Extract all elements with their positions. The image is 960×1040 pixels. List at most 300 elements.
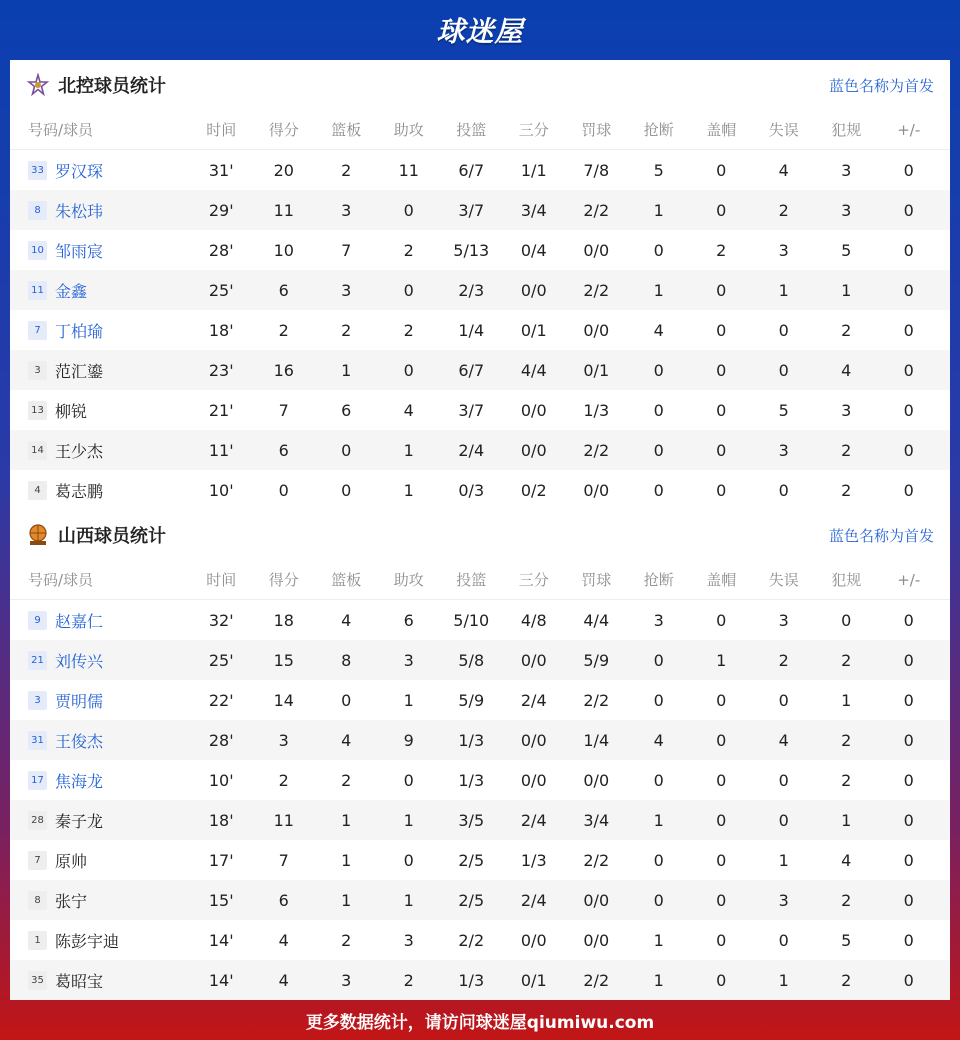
stat-cell: 1/3 [583, 400, 610, 420]
stat-cell: 0 [778, 770, 789, 790]
stat-cell: 0/0 [583, 930, 610, 950]
stat-cell: 5/13 [453, 240, 490, 260]
stat-cell: 10' [208, 480, 234, 500]
player-name[interactable]: 赵嘉仁 [55, 611, 104, 631]
stat-cell: 14' [208, 970, 234, 990]
table-row[interactable] [10, 310, 950, 350]
stat-cell: 4 [341, 730, 352, 750]
player-name[interactable]: 原帅 [55, 851, 88, 871]
player-name[interactable]: 邹雨宸 [55, 241, 104, 261]
stat-cell: 2 [341, 320, 352, 340]
player-cell [10, 199, 190, 222]
jersey-number-badge: 17 [28, 771, 47, 790]
stat-cell: 1/3 [458, 770, 485, 790]
stat-cell: 0 [903, 320, 914, 340]
stat-cell: 0 [716, 280, 727, 300]
stat-cell: 1 [841, 690, 852, 710]
player-name[interactable]: 焦海龙 [55, 771, 104, 791]
stat-cell: 6/7 [458, 360, 485, 380]
player-cell [10, 809, 190, 832]
stat-cell: 1 [653, 930, 664, 950]
stat-cell: 0/4 [520, 240, 547, 260]
stat-cell: 1/4 [583, 730, 610, 750]
stat-cell: 0 [778, 360, 789, 380]
stat-cell: 4 [278, 930, 289, 950]
stat-cell: 0/0 [520, 770, 547, 790]
stat-cell: 4/8 [520, 610, 547, 630]
column-header: +/- [897, 120, 921, 139]
stat-cell: 0 [653, 770, 664, 790]
player-name[interactable]: 葛志鹏 [55, 481, 104, 501]
table-row[interactable] [10, 270, 950, 310]
column-header: 罚球 [581, 121, 612, 139]
stat-cell: 7/8 [583, 160, 610, 180]
column-header: 时间 [206, 571, 237, 589]
stat-cell: 3 [341, 970, 352, 990]
table-row[interactable] [10, 150, 950, 190]
column-header: 助攻 [393, 571, 424, 589]
stat-cell: 2/2 [583, 690, 610, 710]
stat-cell: 1 [653, 970, 664, 990]
player-name[interactable]: 柳锐 [55, 401, 88, 421]
stat-cell: 0/3 [458, 480, 485, 500]
stat-cell: 2 [278, 770, 289, 790]
stat-cell: 16 [273, 360, 294, 380]
stat-cell: 0 [716, 440, 727, 460]
column-header: 犯规 [831, 121, 862, 139]
stat-cell: 29' [208, 200, 234, 220]
jersey-number-badge: 8 [28, 891, 47, 910]
table-header-row [10, 110, 950, 150]
column-header: 三分 [518, 121, 549, 139]
stat-cell: 1 [341, 850, 352, 870]
stat-cell: 1 [341, 810, 352, 830]
stat-cell: 28' [208, 240, 234, 260]
stat-cell: 0 [716, 970, 727, 990]
stat-cell: 3 [778, 240, 789, 260]
table-row[interactable] [10, 800, 950, 840]
stat-cell: 0 [716, 480, 727, 500]
player-name[interactable]: 王俊杰 [55, 731, 104, 751]
jersey-number-badge: 8 [28, 201, 47, 220]
stat-cell: 0 [903, 200, 914, 220]
stat-cell: 31' [208, 160, 234, 180]
stat-cell: 3 [341, 200, 352, 220]
stat-cell: 1/3 [520, 850, 547, 870]
stat-cell: 0 [903, 240, 914, 260]
player-cell [10, 319, 190, 342]
column-header: 罚球 [581, 571, 612, 589]
stat-cell: 11' [208, 440, 234, 460]
stat-cell: 2 [841, 480, 852, 500]
stat-cell: 0/0 [583, 240, 610, 260]
player-cell [10, 969, 190, 992]
stat-cell: 25' [208, 650, 234, 670]
stat-cell: 0 [903, 650, 914, 670]
stat-cell: 4/4 [583, 610, 610, 630]
section-title [26, 72, 166, 98]
column-header: 篮板 [331, 121, 362, 139]
stat-cell: 11 [273, 200, 294, 220]
stat-cell: 3 [278, 730, 289, 750]
stat-cell: 6 [278, 280, 289, 300]
stat-cell: 0 [716, 400, 727, 420]
player-cell [10, 399, 190, 422]
stat-cell: 0 [716, 890, 727, 910]
column-header: 得分 [268, 121, 299, 139]
stat-cell: 5/9 [458, 690, 485, 710]
stat-cell: 0 [903, 770, 914, 790]
stat-cell: 0/1 [520, 320, 547, 340]
stat-cell: 6 [403, 610, 414, 630]
stat-cell: 7 [341, 240, 352, 260]
stat-cell: 2 [841, 970, 852, 990]
stat-cell: 0 [903, 480, 914, 500]
column-header: 助攻 [393, 121, 424, 139]
jersey-number-badge: 31 [28, 731, 47, 750]
jersey-number-badge: 33 [28, 161, 47, 180]
stat-cell: 3 [653, 610, 664, 630]
stat-cell: 2 [778, 200, 789, 220]
stat-cell: 15 [273, 650, 294, 670]
stat-cell: 0 [653, 480, 664, 500]
section-header [10, 60, 950, 110]
player-name[interactable]: 刘传兴 [55, 651, 104, 671]
stat-cell: 2/3 [458, 280, 485, 300]
player-cell [10, 479, 190, 502]
stat-cell: 0/0 [583, 890, 610, 910]
player-name[interactable]: 秦子龙 [55, 811, 104, 831]
stat-cell: 8 [341, 650, 352, 670]
jersey-number-badge: 3 [28, 691, 47, 710]
stat-cell: 0 [403, 850, 414, 870]
stat-cell: 2 [278, 320, 289, 340]
stat-cell: 5 [841, 930, 852, 950]
stat-cell: 0 [403, 280, 414, 300]
player-name[interactable]: 金鑫 [55, 281, 88, 301]
stat-cell: 17' [208, 850, 234, 870]
stat-cell: 1 [778, 280, 789, 300]
stat-cell: 3 [841, 400, 852, 420]
stat-cell: 0 [653, 650, 664, 670]
stat-cell: 21' [208, 400, 234, 420]
stat-cell: 0 [903, 810, 914, 830]
stat-cell: 2 [341, 160, 352, 180]
stat-cell: 3/4 [520, 200, 547, 220]
player-name[interactable]: 罗汉琛 [55, 161, 104, 181]
jersey-number-badge: 7 [28, 851, 47, 870]
stat-cell: 0/0 [583, 770, 610, 790]
player-cell [10, 889, 190, 912]
starter-note: 蓝色名称为首发 [828, 76, 934, 95]
stat-cell: 1 [841, 810, 852, 830]
stat-cell: 4 [841, 360, 852, 380]
stat-cell: 6/7 [458, 160, 485, 180]
stat-cell: 1 [403, 890, 414, 910]
stat-cell: 2 [716, 240, 727, 260]
column-header: 得分 [268, 571, 299, 589]
stat-cell: 0 [716, 810, 727, 830]
stat-cell: 3 [403, 930, 414, 950]
stat-cell: 5/9 [583, 650, 610, 670]
stat-cell: 2/2 [458, 930, 485, 950]
player-name[interactable]: 丁柏瑜 [55, 321, 104, 341]
table-row[interactable] [10, 190, 950, 230]
table-row[interactable] [10, 350, 950, 390]
stat-cell: 2 [403, 970, 414, 990]
stat-cell: 18 [273, 610, 294, 630]
stat-cell: 0 [778, 480, 789, 500]
site-logo[interactable]: 球迷屋 [436, 15, 524, 48]
stat-cell: 0 [403, 200, 414, 220]
stat-cell: 1 [653, 810, 664, 830]
column-header: 投篮 [456, 121, 487, 139]
stat-cell: 11 [398, 160, 419, 180]
stat-cell: 0 [653, 690, 664, 710]
section-title-text: 山西球员统计 [58, 526, 166, 547]
stat-cell: 7 [278, 400, 289, 420]
column-header: 盖帽 [706, 571, 737, 589]
table-row[interactable] [10, 920, 950, 960]
section-title [26, 522, 166, 548]
stat-cell: 2/2 [583, 850, 610, 870]
player-cell [10, 769, 190, 792]
stat-cell: 0 [716, 610, 727, 630]
table-row[interactable] [10, 840, 950, 880]
table-row[interactable] [10, 430, 950, 470]
stat-cell: 0 [778, 930, 789, 950]
team-section [10, 510, 950, 1000]
stat-cell: 4 [841, 850, 852, 870]
player-name[interactable]: 张宁 [55, 891, 88, 911]
stat-cell: 23' [208, 360, 234, 380]
stat-cell: 2/4 [520, 690, 547, 710]
table-row[interactable] [10, 470, 950, 510]
table-row[interactable] [10, 390, 950, 430]
column-header: 抢断 [643, 121, 674, 139]
player-name[interactable]: 陈彭宇迪 [55, 931, 120, 951]
stat-cell: 0 [278, 480, 289, 500]
stats-panel [10, 60, 950, 1000]
player-cell [10, 689, 190, 712]
column-header: 三分 [518, 571, 549, 589]
player-cell [10, 279, 190, 302]
shanxi-team-logo-icon [26, 523, 50, 547]
jersey-number-badge: 1 [28, 931, 47, 950]
stat-cell: 2 [841, 730, 852, 750]
stat-cell: 1 [403, 690, 414, 710]
stat-cell: 2/2 [583, 200, 610, 220]
stat-cell: 0 [653, 400, 664, 420]
stat-cell: 0 [716, 200, 727, 220]
table-row[interactable] [10, 680, 950, 720]
player-cell [10, 929, 190, 952]
stat-cell: 0/2 [520, 480, 547, 500]
stat-cell: 0 [841, 610, 852, 630]
stat-cell: 0 [903, 440, 914, 460]
stat-cell: 0 [716, 730, 727, 750]
stat-cell: 0 [778, 320, 789, 340]
stat-cell: 0 [653, 890, 664, 910]
player-name[interactable]: 王少杰 [55, 441, 104, 461]
jersey-number-badge: 35 [28, 971, 47, 990]
table-row[interactable] [10, 760, 950, 800]
stat-cell: 0 [341, 690, 352, 710]
stat-cell: 0/0 [520, 930, 547, 950]
stat-cell: 6 [341, 400, 352, 420]
stat-cell: 4 [341, 610, 352, 630]
stat-cell: 2/4 [458, 440, 485, 460]
section-title-text: 北控球员统计 [58, 76, 166, 97]
stat-cell: 1 [778, 970, 789, 990]
stat-cell: 0 [903, 930, 914, 950]
stat-cell: 4 [653, 730, 664, 750]
stat-cell: 14' [208, 930, 234, 950]
stat-cell: 25' [208, 280, 234, 300]
stat-cell: 28' [208, 730, 234, 750]
footer-link[interactable]: 更多数据统计，请访问球迷屋qiumiwu.com [305, 1012, 655, 1033]
player-name[interactable]: 贾明儒 [55, 691, 104, 711]
stat-cell: 18' [208, 320, 234, 340]
stat-cell: 2/2 [583, 280, 610, 300]
stat-cell: 6 [278, 890, 289, 910]
stat-cell: 2 [841, 440, 852, 460]
stat-cell: 0/0 [520, 440, 547, 460]
player-cell [10, 849, 190, 872]
stat-cell: 1 [403, 810, 414, 830]
table-row[interactable] [10, 960, 950, 1000]
stat-cell: 2 [841, 320, 852, 340]
jersey-number-badge: 28 [28, 811, 47, 830]
stat-cell: 2 [841, 770, 852, 790]
top-bar [0, 0, 960, 60]
player-cell [10, 359, 190, 382]
stat-cell: 0 [903, 400, 914, 420]
jersey-number-badge: 7 [28, 321, 47, 340]
stat-cell: 0 [716, 360, 727, 380]
stat-cell: 0 [653, 240, 664, 260]
table-row[interactable] [10, 230, 950, 270]
player-name[interactable]: 葛昭宝 [55, 971, 104, 991]
stat-cell: 5 [778, 400, 789, 420]
stat-cell: 0 [903, 730, 914, 750]
table-row[interactable] [10, 880, 950, 920]
stat-cell: 1 [341, 360, 352, 380]
stat-cell: 0 [403, 360, 414, 380]
stat-cell: 2/2 [583, 970, 610, 990]
stat-cell: 5/10 [453, 610, 490, 630]
stat-cell: 18' [208, 810, 234, 830]
stat-cell: 1 [653, 200, 664, 220]
stat-cell: 2 [403, 320, 414, 340]
jersey-number-badge: 13 [28, 401, 47, 420]
stat-cell: 3/5 [458, 810, 485, 830]
stat-cell: 2 [778, 650, 789, 670]
stat-cell: 1 [841, 280, 852, 300]
stat-cell: 4 [653, 320, 664, 340]
stat-cell: 32' [208, 610, 234, 630]
table-row[interactable] [10, 600, 950, 640]
table-row[interactable] [10, 720, 950, 760]
column-header: 时间 [206, 121, 237, 139]
stat-cell: 0 [903, 610, 914, 630]
jersey-number-badge: 9 [28, 611, 47, 630]
stat-cell: 4 [778, 160, 789, 180]
stat-cell: 0 [403, 770, 414, 790]
stat-cell: 2 [341, 770, 352, 790]
stat-cell: 2/2 [583, 440, 610, 460]
stat-cell: 0/0 [520, 650, 547, 670]
stat-cell: 0 [716, 930, 727, 950]
stat-cell: 0 [903, 890, 914, 910]
stat-cell: 20 [273, 160, 294, 180]
column-header: 失误 [768, 121, 799, 139]
table-row[interactable] [10, 640, 950, 680]
stat-cell: 10 [273, 240, 294, 260]
stat-cell: 5 [653, 160, 664, 180]
stat-cell: 0/1 [520, 970, 547, 990]
stat-cell: 9 [403, 730, 414, 750]
starter-note: 蓝色名称为首发 [828, 526, 934, 545]
stat-cell: 1 [403, 440, 414, 460]
jersey-number-badge: 11 [28, 281, 47, 300]
stat-cell: 1 [716, 650, 727, 670]
stat-cell: 0/1 [583, 360, 610, 380]
stat-cell: 2 [841, 890, 852, 910]
stat-cell: 0/0 [520, 280, 547, 300]
stat-cell: 5 [841, 240, 852, 260]
stat-cell: 7 [278, 850, 289, 870]
stat-cell: 4 [278, 970, 289, 990]
stat-cell: 0 [341, 440, 352, 460]
column-header: 失误 [768, 571, 799, 589]
stat-cell: 1/3 [458, 730, 485, 750]
player-cell [10, 159, 190, 182]
stat-cell: 0 [716, 160, 727, 180]
stat-cell: 0 [903, 360, 914, 380]
stat-cell: 3 [403, 650, 414, 670]
stat-cell: 0 [653, 850, 664, 870]
stat-cell: 4 [403, 400, 414, 420]
stat-cell: 1/4 [458, 320, 485, 340]
column-header: 抢断 [643, 571, 674, 589]
stat-cell: 3 [778, 440, 789, 460]
stat-cell: 6 [278, 440, 289, 460]
jersey-number-badge: 3 [28, 361, 47, 380]
section-header [10, 510, 950, 560]
stat-cell: 3 [841, 160, 852, 180]
jersey-number-badge: 4 [28, 481, 47, 500]
stat-cell: 3 [778, 890, 789, 910]
stat-cell: 0 [716, 770, 727, 790]
stat-cell: 0 [903, 690, 914, 710]
stat-cell: 15' [208, 890, 234, 910]
player-name[interactable]: 朱松玮 [55, 201, 104, 221]
stat-cell: 0 [778, 810, 789, 830]
beikong-team-logo-icon [26, 73, 50, 97]
stat-cell: 1 [653, 280, 664, 300]
stat-cell: 0 [716, 320, 727, 340]
table-header-row [10, 560, 950, 600]
stat-cell: 4 [778, 730, 789, 750]
stat-cell: 2/5 [458, 850, 485, 870]
column-header: +/- [897, 570, 921, 589]
stat-cell: 3 [341, 280, 352, 300]
stat-cell: 4/4 [520, 360, 547, 380]
player-cell [10, 439, 190, 462]
player-name[interactable]: 范汇鎏 [55, 361, 104, 381]
stat-cell: 3/7 [458, 200, 485, 220]
